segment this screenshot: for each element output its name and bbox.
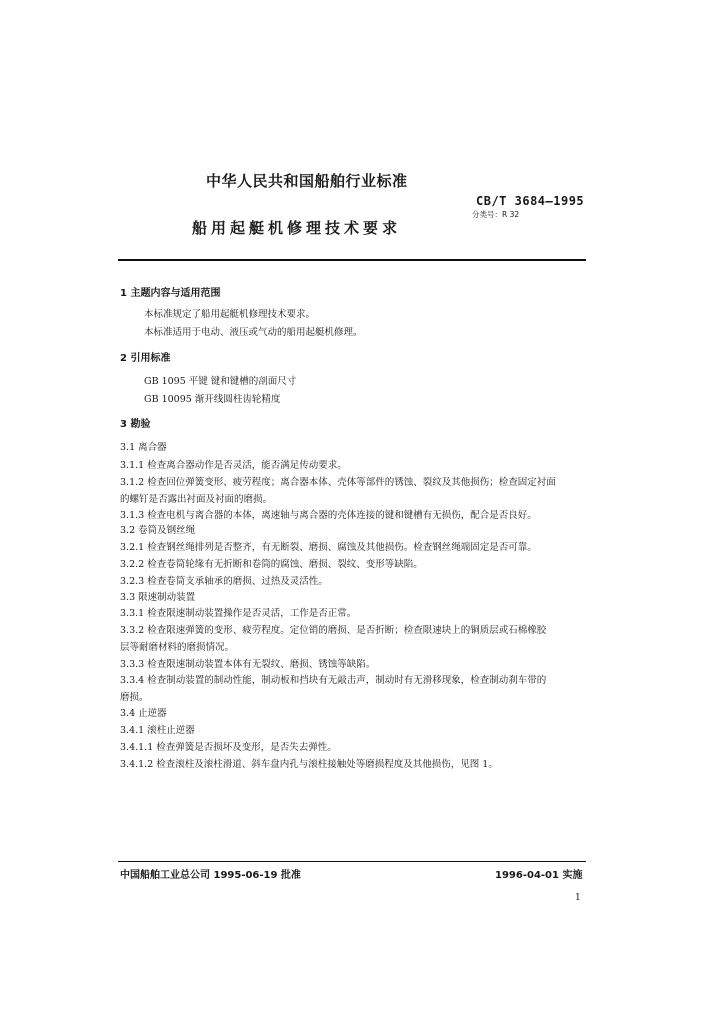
org-title: 中华人民共和国船舶行业标准 bbox=[206, 172, 408, 190]
header-divider bbox=[118, 259, 586, 261]
clause-line: 3.4.1.2 检查滚柱及滚柱滑道、斜车盘内孔与滚柱接触处等磨损程度及其他损伤，见图 1。 bbox=[120, 759, 498, 770]
section-1-paragraph: 本标准适用于电动、液压或气动的船用起艇机修理。 bbox=[144, 327, 363, 338]
clause-line: 3.4.1 滚柱止逆器 bbox=[120, 725, 195, 736]
section-3-heading: 3 勘验 bbox=[120, 419, 151, 430]
clause-line: 的螺钉是否露出衬面及衬面的磨损。 bbox=[120, 494, 273, 505]
clause-line: 3.3.2 检查限速弹簧的变形、疲劳程度。定位销的磨损、是否折断；检查限速块上的铜质层或石棉橡胶 bbox=[120, 625, 547, 636]
clause-line: 3.2.2 检查卷筒轮缘有无折断和卷筒的腐蚀、磨损、裂纹、变形等缺陷。 bbox=[120, 559, 423, 570]
clause-line: 3.3.3 检查限速制动装置本体有无裂纹、磨损、锈蚀等缺陷。 bbox=[120, 659, 376, 670]
clause-line: 3.4 止逆器 bbox=[120, 708, 167, 719]
clause-line: 3.4.1.1 检查弹簧是否损坏及变形，是否失去弹性。 bbox=[120, 742, 337, 753]
page-number: 1 bbox=[575, 893, 581, 903]
classification-code: 分类号：R 32 bbox=[472, 210, 520, 219]
section-1-paragraph: 本标准规定了船用起艇机修理技术要求。 bbox=[144, 309, 316, 320]
section-1-heading: 1 主题内容与适用范围 bbox=[120, 288, 221, 299]
clause-line: 层等耐磨材料的磨损情况。 bbox=[120, 642, 235, 653]
clause-line: 3.2.1 检查钢丝绳排列是否整齐，有无断裂、磨损、腐蚀及其他损伤。检查钢丝绳端固定是否可靠。 bbox=[120, 542, 537, 553]
clause-line: 3.1.3 检查电机与离合器的本体，离速轴与离合器的壳体连接的键和键槽有无损伤，配合是否良好。 bbox=[120, 510, 537, 521]
footer-divider bbox=[118, 861, 586, 862]
reference-item: GB 10095 渐开线圆柱齿轮精度 bbox=[144, 394, 281, 405]
clause-line: 3.3.4 检查制动装置的制动性能，制动板和挡块有无敲击声，制动时有无滑移现象，检查制动刹车带的 bbox=[120, 675, 547, 686]
section-2-heading: 2 引用标准 bbox=[120, 353, 171, 364]
approval-date: 中国船舶工业总公司 1995-06-19 批准 bbox=[120, 870, 301, 881]
clause-line: 3.3.1 检查限速制动装置操作是否灵活，工作是否正常。 bbox=[120, 608, 357, 619]
reference-item: GB 1095 平键 键和键槽的剖面尺寸 bbox=[144, 376, 297, 387]
clause-line: 3.1.2 检查回位弹簧变形、疲劳程度；离合器本体、壳体等部件的锈蚀、裂纹及其他损伤；检查固定衬面 bbox=[120, 477, 556, 488]
document-title: 船用起艇机修理技术要求 bbox=[192, 219, 402, 237]
clause-line: 磨损。 bbox=[120, 692, 149, 703]
standard-code: CB/T 3684—1995 bbox=[476, 194, 585, 208]
clause-line: 3.2.3 检查卷筒支承轴承的磨损、过热及灵活性。 bbox=[120, 576, 328, 587]
implementation-date: 1996-04-01 实施 bbox=[495, 870, 583, 881]
clause-line: 3.3 限速制动装置 bbox=[120, 592, 196, 603]
clause-line: 3.2 卷筒及钢丝绳 bbox=[120, 525, 196, 536]
clause-line: 3.1.1 检查离合器动作是否灵活，能否满足传动要求。 bbox=[120, 460, 347, 471]
clause-line: 3.1 离合器 bbox=[120, 442, 167, 453]
